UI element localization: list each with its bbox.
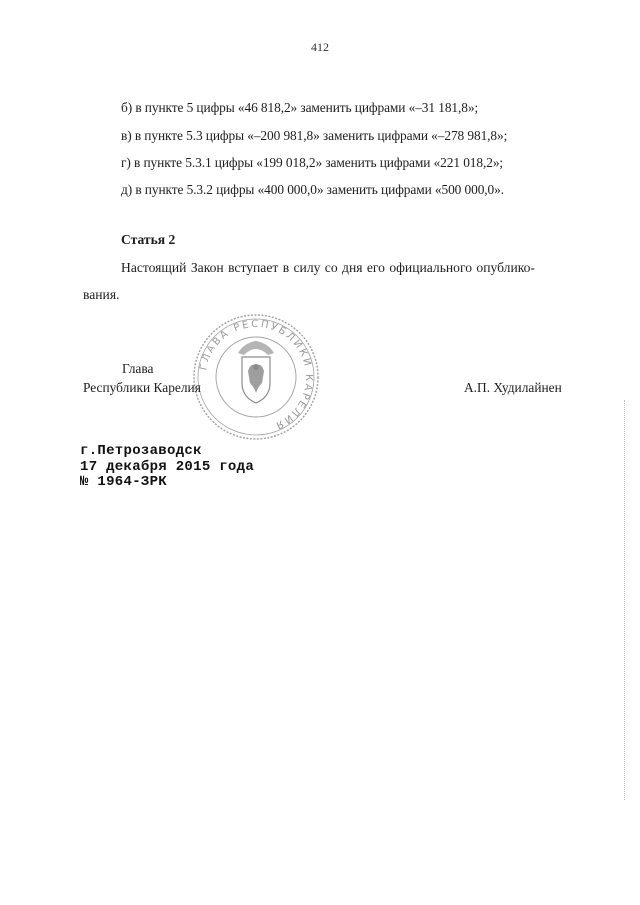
amendment-v: в) в пункте 5.3 цифры «–200 981,8» заменить цифрами «–278 981,8»; [121, 128, 508, 143]
signature-title-line-2: Республики Карелия [83, 380, 201, 395]
footer-number: № 1964-ЗРК [80, 474, 168, 490]
amendment-d: д) в пункте 5.3.2 цифры «400 000,0» заменить цифрами «500 000,0». [121, 182, 504, 197]
article-text-line-2: вания. [83, 287, 120, 302]
page-number: 412 [311, 40, 329, 54]
seal-text: ГЛАВА РЕСПУБЛИКИ КАРЕЛИЯ [198, 318, 315, 432]
amendment-b: б) в пункте 5 цифры «46 818,2» заменить цифрами «–31 181,8»; [121, 100, 479, 115]
karelia-emblem-icon [238, 341, 274, 403]
scan-edge-marks [624, 400, 627, 800]
article-text-line-1: Настоящий Закон вступает в силу со дня его официального опублико- [121, 260, 535, 275]
signature-title-line-1: Глава [122, 361, 154, 376]
footer-date: 17 декабря 2015 года [80, 459, 255, 475]
footer-city: г.Петрозаводск [80, 443, 202, 459]
article-heading: Статья 2 [121, 232, 176, 247]
amendment-g: г) в пункте 5.3.1 цифры «199 018,2» заменить цифрами «221 018,2»; [121, 155, 504, 170]
official-seal [192, 313, 320, 441]
signatory-name: А.П. Худилайнен [464, 380, 562, 395]
